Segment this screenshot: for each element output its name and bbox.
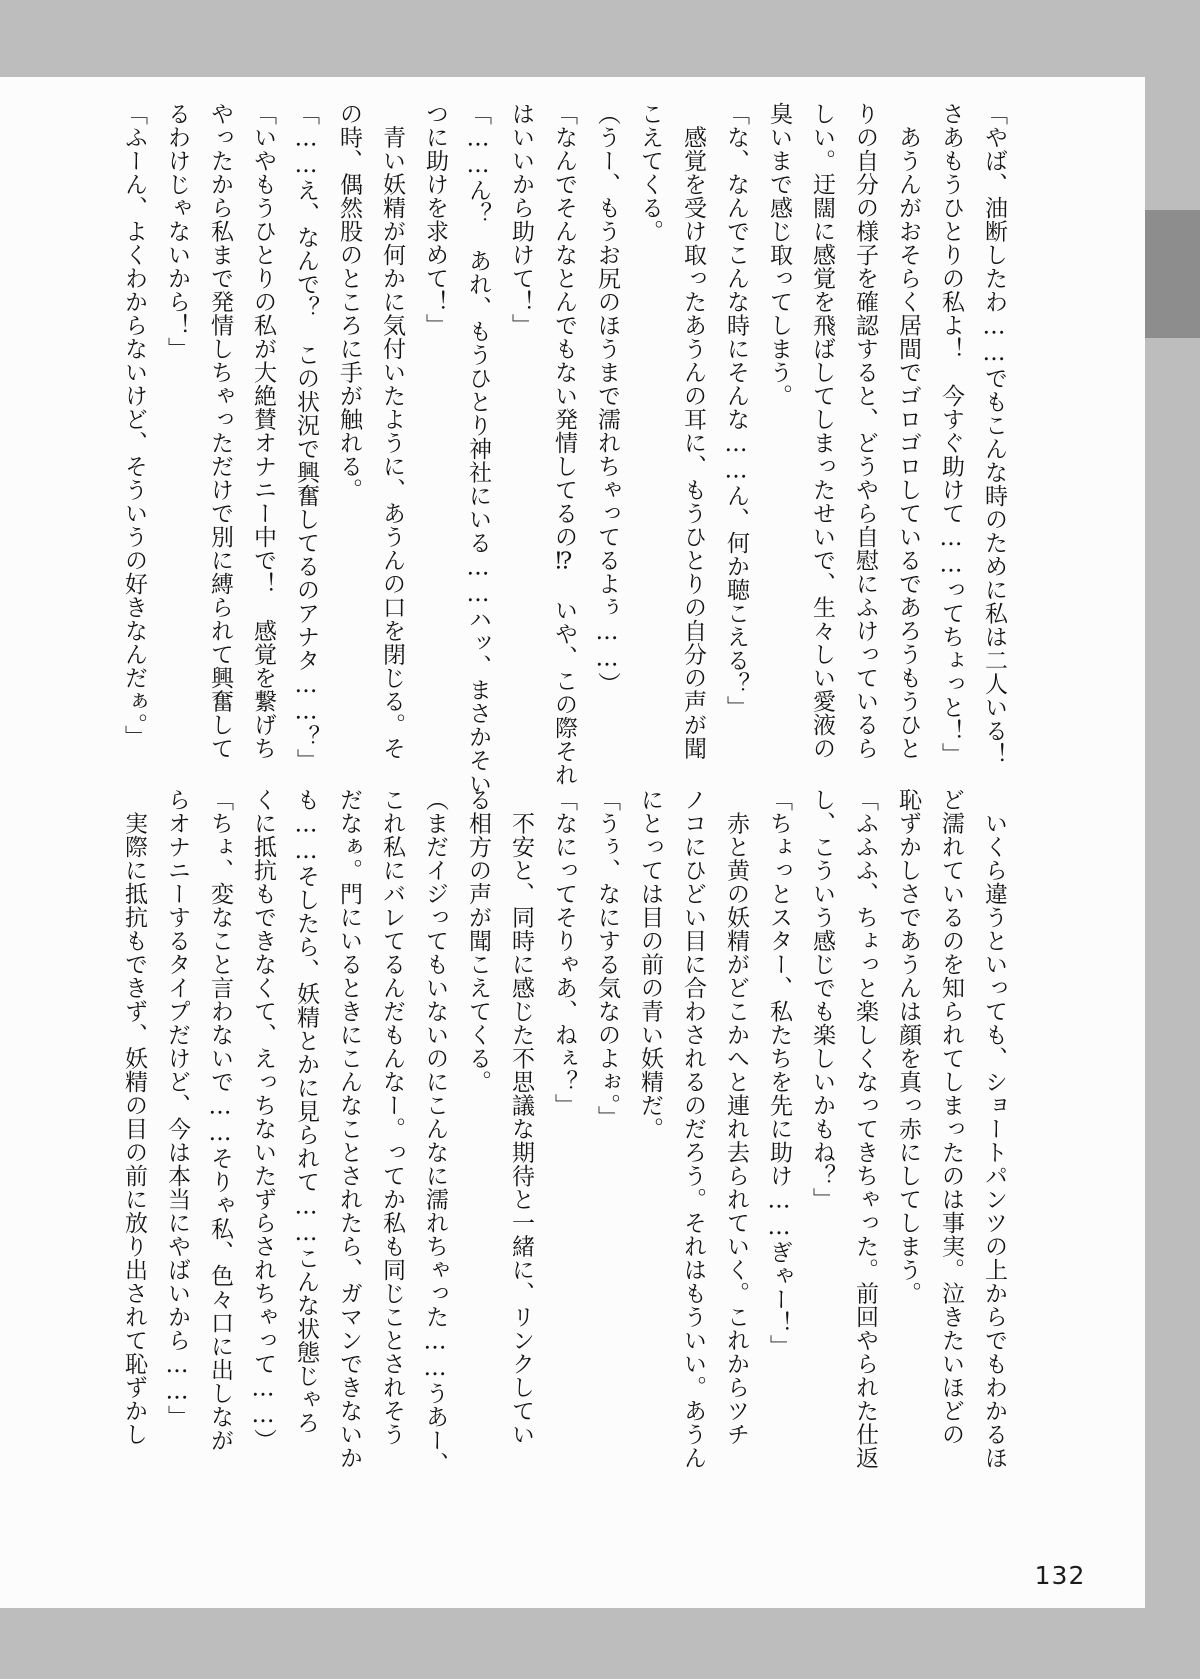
- text-line: 恥ずかしさであうんは顔を真っ赤にしてしまう。: [895, 788, 921, 1305]
- text-line: る相方の声が聞こえてくる。: [465, 788, 491, 1094]
- text-line: 「ちょっとスター、私たちを先に助け……ぎゃー！」: [766, 788, 792, 1358]
- page-number: 132: [1034, 1561, 1086, 1590]
- text-line: （うー、もうお尻のほうまで濡れちゃってるよぅ……）: [594, 102, 620, 696]
- text-line: るわけじゃないから！」: [164, 102, 190, 361]
- text-line: これ私にバレてるんだもんなー。ってか私も同じことされそう: [379, 788, 405, 1446]
- text-block-top: [112, 102, 1015, 796]
- text-line: 感覚を受け取ったあうんの耳に、もうひとりの自分の声が聞: [680, 102, 706, 760]
- text-line: （まだイジってもいないのにこんなに濡れちゃった……うあー、: [422, 788, 448, 1476]
- text-line: 「いやもうひとりの私が大絶賛オナニー中で！ 感覚を繋げち: [250, 102, 276, 760]
- text-block-bottom: [112, 788, 1015, 1476]
- text-line: こえてくる。: [637, 102, 663, 243]
- text-line: 「うぅ、なにする気なのよぉ。」: [594, 788, 620, 1129]
- text-line: ノコにひどい目に合わされるのだろう。それはもういい。あうん: [680, 788, 706, 1470]
- text-line: 「なんでそんなとんでもない発情してるの⁉ いや、この際それ: [551, 102, 577, 787]
- text-line: しい。迂闊に感覚を飛ばしてしまったせいで、生々しい愛液の: [809, 102, 835, 760]
- text-line: の時、偶然股のところに手が触れる。: [336, 102, 362, 502]
- text-line: も……そしたら、妖精とかに見られて……こんな状態じゃろ: [293, 788, 319, 1435]
- text-line: つに助けを求めて！」: [422, 102, 448, 337]
- text-line: 「ちょ、変なこと言わないで……そりゃ私、色々口に出しなが: [207, 788, 233, 1452]
- text-line: 臭いまで感じ取ってしまう。: [766, 102, 792, 408]
- text-line: だなぁ。門にいるときにこんなことされたら、ガマンできないか: [336, 788, 362, 1470]
- text-line: し、こういう感じでも楽しいかもね？」: [809, 788, 835, 1211]
- text-line: 「やば、油断したわ……でもこんな時のために私は二人いる！: [981, 102, 1007, 766]
- text-line: 「……え、なんで？ この状況で興奮してるのアナタ……？」: [293, 102, 319, 772]
- text-line: 「ふふふ、ちょっと楽しくなってきちゃった。前回やられた仕返: [852, 788, 878, 1470]
- text-line: らオナニーするタイプだけど、今は本当にやばいから……」: [164, 788, 190, 1429]
- text-line: 実際に抵抗もできず、妖精の目の前に放り出されて恥ずかし: [121, 788, 147, 1446]
- text-line: くに抵抗もできなくて、えっちないたずらされちゃって……）: [250, 788, 276, 1452]
- text-line: やったから私まで発情しちゃっただけで別に縛られて興奮して: [207, 102, 233, 760]
- text-line: りの自分の様子を確認すると、どうやら自慰にふけっているら: [852, 102, 878, 760]
- text-line: さあもうひとりの私よ！ 今すぐ助けて……ってちょっと！」: [938, 102, 964, 766]
- text-line: 「な、なんでこんな時にそんな……ん、何か聴こえる？」: [723, 102, 749, 719]
- text-line: ど濡れているのを知られてしまったのは事実。泣きたいほどの: [938, 788, 964, 1446]
- text-line: 「ふーん、よくわからないけど、そういうの好きなんだぁ。」: [121, 102, 147, 749]
- text-line: 「なにってそりゃあ、ねぇ？」: [551, 788, 577, 1117]
- text-line: はいいから助けて！」: [508, 102, 534, 337]
- text-line: 不安と、同時に感じた不思議な期待と一緒に、リンクしてい: [508, 788, 534, 1446]
- text-line: いくら違うといっても、ショートパンツの上からでもわかるほ: [981, 788, 1007, 1470]
- scrollbar-thumb[interactable]: [1145, 210, 1200, 338]
- document-page: [0, 77, 1145, 1608]
- scrollbar-track[interactable]: [1145, 0, 1200, 1679]
- text-line: 青い妖精が何かに気付いたように、あうんの口を閉じる。そ: [379, 102, 405, 760]
- text-line: あうんがおそらく居間でゴロゴロしているであろうもうひと: [895, 102, 921, 760]
- text-line: 「……ん？ あれ、もうひとり神社にいる……ハッ、まさかそい: [465, 102, 491, 796]
- text-line: 赤と黄の妖精がどこかへと連れ去られていく。これからツチ: [723, 788, 749, 1446]
- text-line: にとっては目の前の青い妖精だ。: [637, 788, 663, 1141]
